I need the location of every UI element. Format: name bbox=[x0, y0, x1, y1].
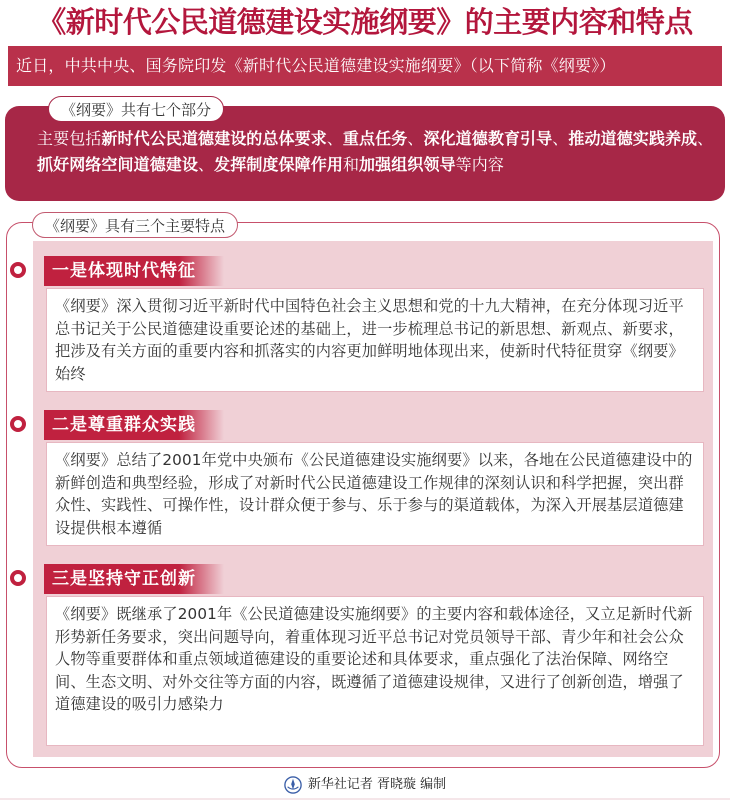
feature-bullet-icon bbox=[10, 416, 26, 432]
part1-item: 抓好网络空间道德建设 bbox=[37, 155, 199, 174]
xinhua-logo-icon bbox=[284, 776, 302, 794]
part1-tag: 《纲要》共有七个部分 bbox=[48, 96, 224, 122]
feature-1-text: 《纲要》深入贯彻习近平新时代中国特色社会主义思想和党的十九大精神，在充分体现习近平总书记关于公民道德建设重要论述的基础上，进一步梳理总书记的新思想、新观点、新要求，把涉及有关方面的重要内容和抓落实的内容更加鲜明地体现出来，使新时代特征贯穿《纲要》始终 bbox=[46, 288, 704, 392]
footer-text: 新华社记者 胥晓璇 编制 bbox=[307, 777, 447, 792]
intro-banner: 近日，中共中央、国务院印发《新时代公民道德建设实施纲要》（以下简称《纲要》） bbox=[8, 46, 722, 86]
part1-ending: 等内容 bbox=[455, 155, 504, 174]
feature-2-text: 《纲要》总结了2001年党中央颁布《公民道德建设实施纲要》以来，各地在公民道德建设中的新鲜创造和典型经验，形成了对新时代公民道德建设工作规律的深刻认识和科学把握，突出群众性、实践性、可操作性，设计群众便于参与、乐于参与的渠道载体，为深入开展基层道德建设提供根本遵循 bbox=[46, 442, 704, 546]
part1-text: 主要包括新时代公民道德建设的总体要求、重点任务、深化道德教育引导、推动道德实践养成、抓好网络空间道德建设、发挥制度保障作用和加强组织领导等内容 bbox=[37, 129, 714, 174]
feature-bullet-icon bbox=[10, 570, 26, 586]
part1-item: 新时代公民道德建设的总体要求 bbox=[101, 129, 327, 148]
part1-and: 和 bbox=[342, 155, 360, 174]
feature-3-label: 三是坚持守正创新 bbox=[44, 564, 224, 594]
part2-tag: 《纲要》具有三个主要特点 bbox=[32, 212, 238, 238]
part1-intro: 主要包括 bbox=[37, 129, 102, 148]
part1-item: 重点任务 bbox=[342, 129, 408, 148]
part1-item: 推动道德实践养成 bbox=[568, 129, 698, 148]
footer-credit bbox=[0, 772, 730, 798]
page-title: 《新时代公民道德建设实施纲要》的主要内容和特点 bbox=[37, 5, 693, 39]
feature-2-label: 二是尊重群众实践 bbox=[44, 410, 224, 440]
part1-item: 加强组织领导 bbox=[359, 155, 456, 174]
feature-1-label: 一是体现时代特征 bbox=[44, 256, 224, 286]
feature-3-text: 《纲要》既继承了2001年《公民道德建设实施纲要》的主要内容和载体途径，又立足新时代新形势新任务要求，突出问题导向，着重体现习近平总书记对党员领导干部、青少年和社会公众人物等重要群体和重点领域道德建设的重要论述和具体要求，重点强化了法治保障、网络空间、生态文明、对外交往等方面的内容，既遵循了道德建设规律，又进行了创新创造，增强了道德建设的吸引力感染力 bbox=[46, 596, 704, 746]
part1-item: 发挥制度保障作用 bbox=[214, 155, 343, 174]
feature-bullet-icon bbox=[10, 262, 26, 278]
part1-item: 深化道德教育引导 bbox=[423, 129, 553, 148]
